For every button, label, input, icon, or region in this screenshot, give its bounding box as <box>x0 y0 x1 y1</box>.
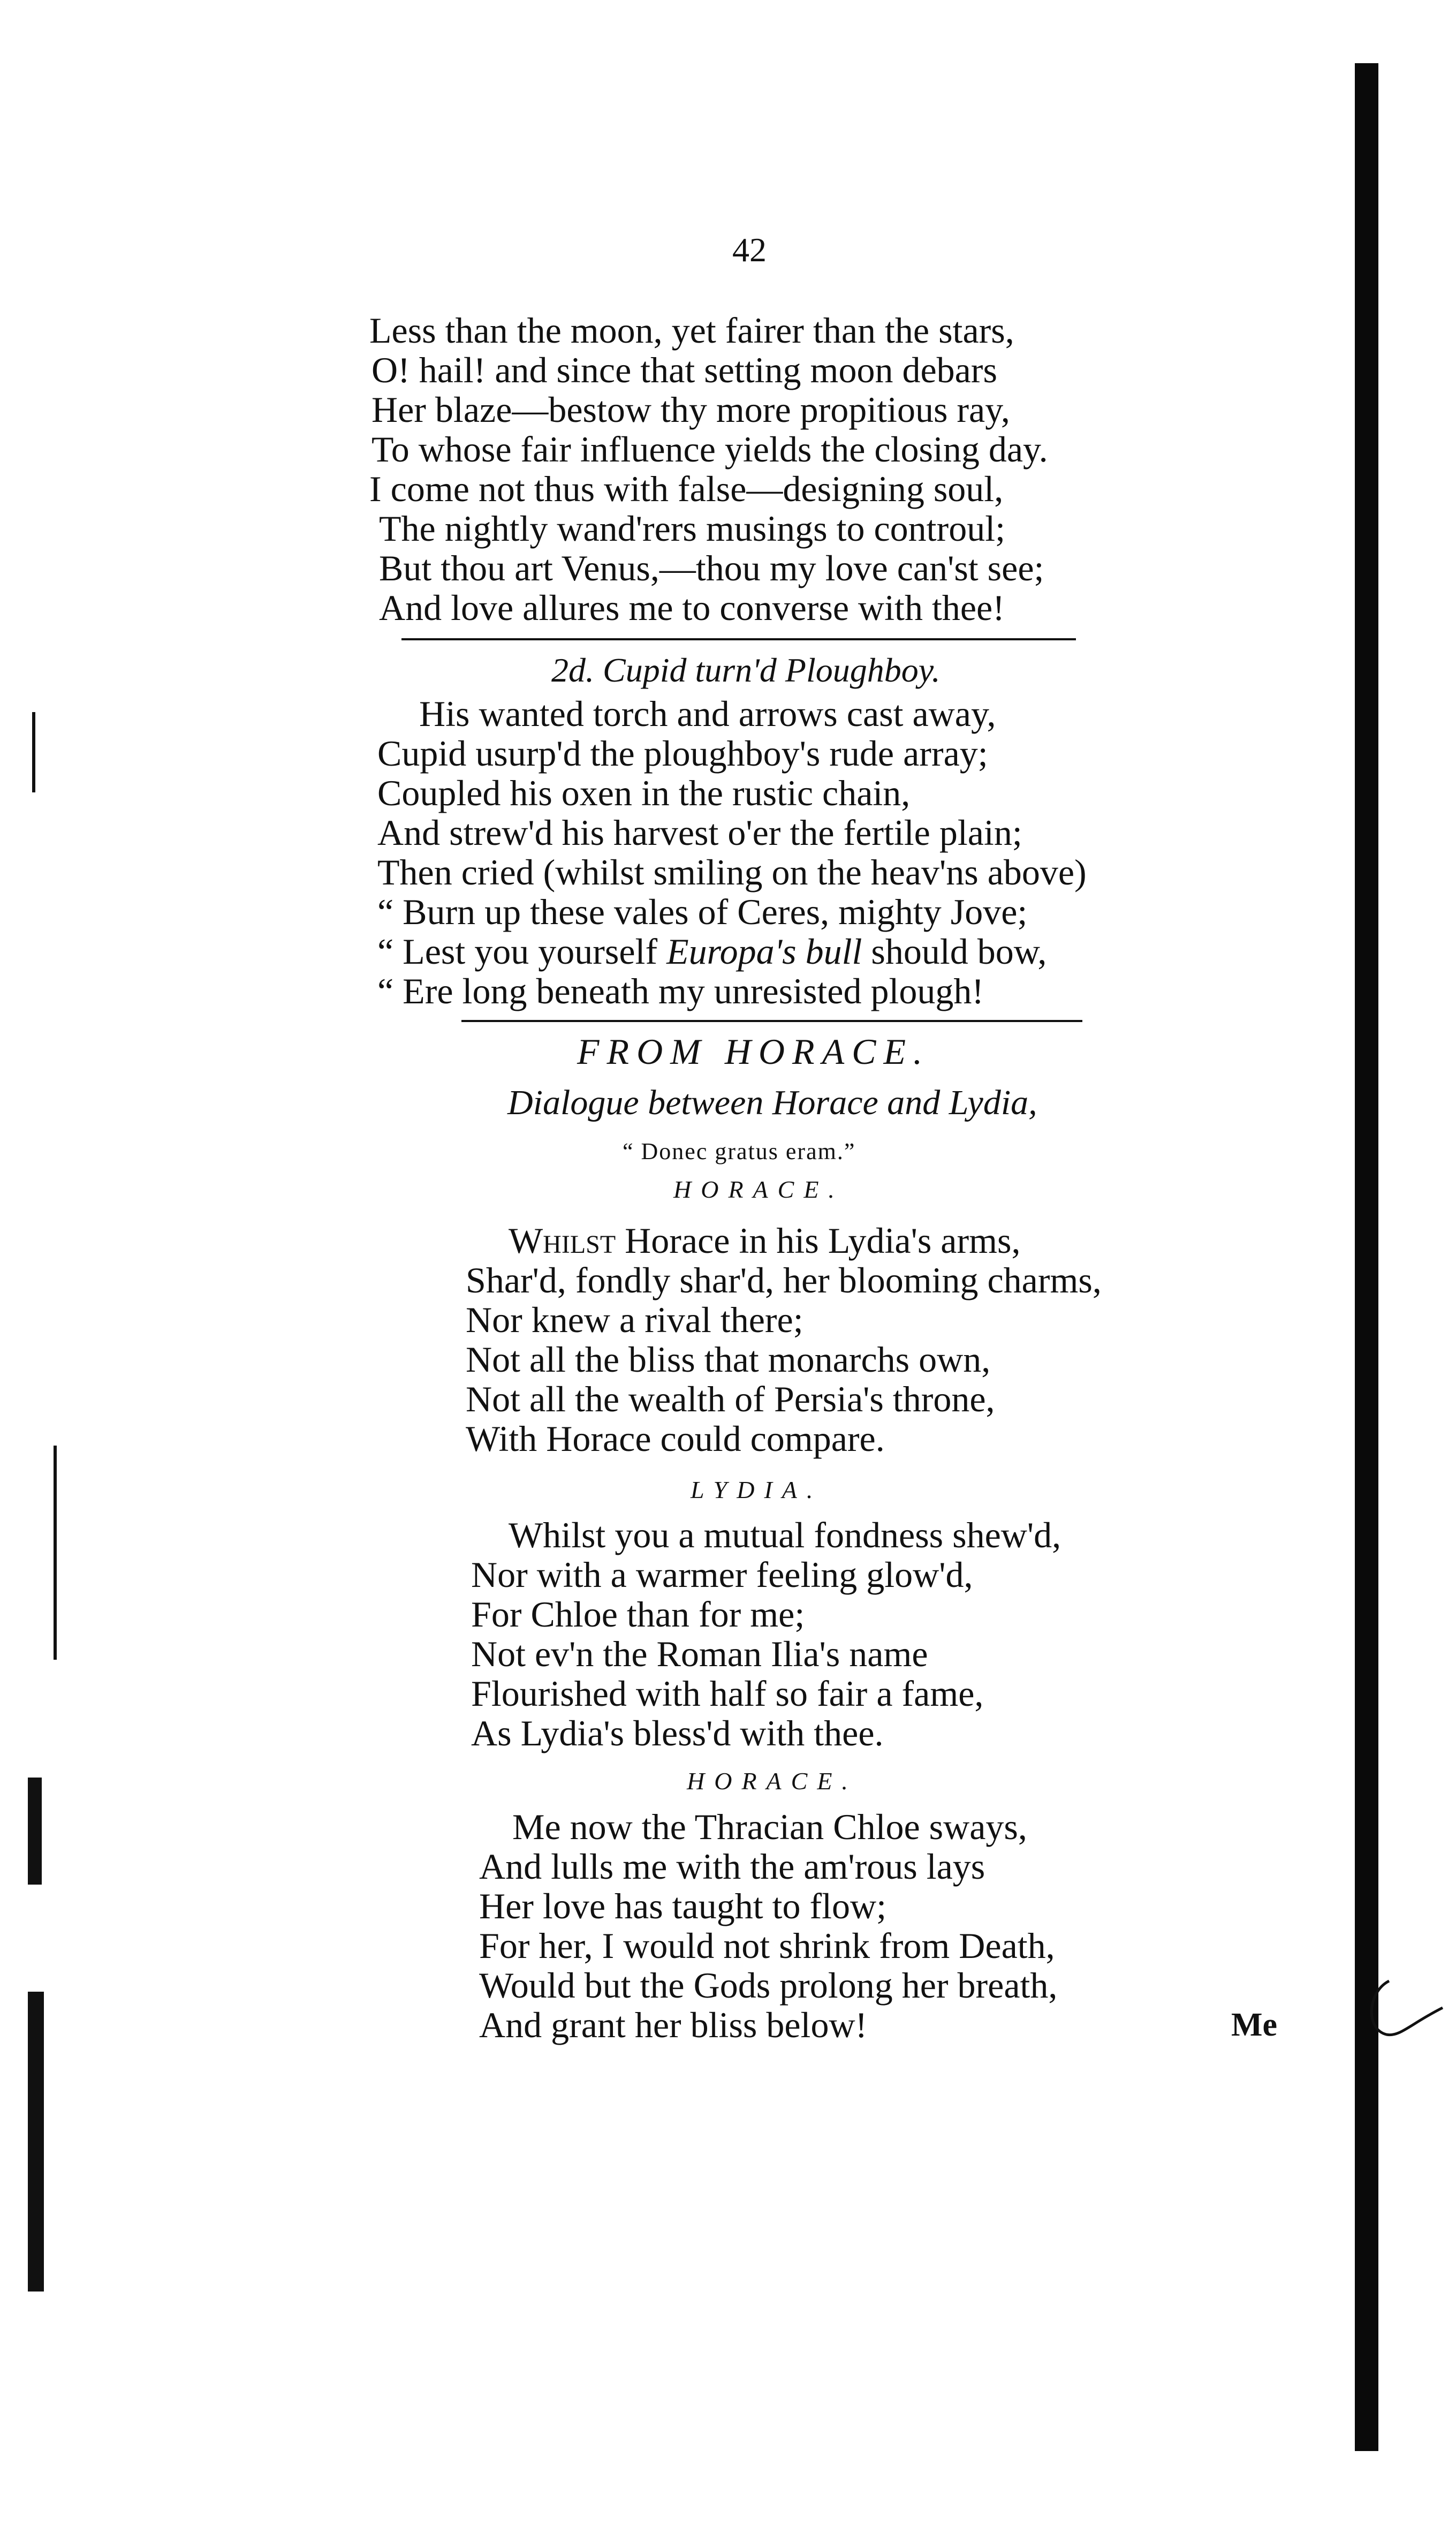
verse-line: “ Burn up these vales of Ceres, mighty Jove; <box>377 891 1028 932</box>
scan-mark <box>28 1778 42 1885</box>
verse-line: “ Ere long beneath my unresisted plough! <box>377 971 984 1011</box>
verse-line: I come not thus with false—designing soul, <box>369 468 1004 509</box>
section-3-subtitle: Dialogue between Horace and Lydia, <box>507 1083 1037 1122</box>
scan-mark <box>54 1446 57 1660</box>
verse-line: For Chloe than for me; <box>471 1594 805 1635</box>
verse-line: Not all the bliss that monarchs own, <box>466 1339 991 1380</box>
verse-initial-word: Whilst <box>509 1220 616 1261</box>
scan-mark <box>28 1992 44 2292</box>
verse-line: Would but the Gods prolong her breath, <box>479 1965 1058 2006</box>
section-2-title: 2d. Cupid turn'd Ploughboy. <box>551 651 941 689</box>
stanza-3 <box>479 1807 1057 2045</box>
verse-line: Coupled his oxen in the rustic chain, <box>377 773 911 813</box>
verse-line: And love allures me to converse with thee! <box>379 587 1005 628</box>
verse-emphasis: Europa's bull <box>666 931 862 972</box>
verse-line: As Lydia's bless'd with thee. <box>471 1713 884 1753</box>
verse-line: Less than the moon, yet fairer than the stars, <box>369 310 1014 351</box>
verse-line: For her, I would not shrink from Death, <box>479 1925 1055 1966</box>
verse-line: Me now the Thracian Chloe sways, <box>512 1806 1027 1847</box>
verse-line: And lulls me with the am'rous lays <box>479 1846 985 1887</box>
verse-line: His wanted torch and arrows cast away, <box>419 693 996 734</box>
verse-line <box>466 1221 1102 1260</box>
page-edge-shadow <box>1355 63 1378 2451</box>
verse-line: Nor with a warmer feeling glow'd, <box>471 1554 973 1595</box>
verse-line: With Horace could compare. <box>466 1418 885 1459</box>
stanza-2 <box>471 1515 1061 1753</box>
verse-line: Her blaze—bestow thy more propitious ray, <box>371 389 1010 430</box>
section-divider <box>461 1020 1082 1022</box>
verse-line: O! hail! and since that setting moon debars <box>371 350 997 390</box>
verse-line: The nightly wand'rers musings to controul; <box>379 508 1005 549</box>
verse-text: Horace in his Lydia's arms, <box>616 1220 1021 1261</box>
pen-mark <box>1368 1970 1448 2051</box>
section-3-title: FROM HORACE. <box>577 1031 930 1072</box>
section-divider <box>401 638 1076 640</box>
verse-line: Cupid usurp'd the ploughboy's rude array; <box>377 733 988 774</box>
verse-line: Nor knew a rival there; <box>466 1299 803 1340</box>
verse-text: should bow, <box>862 931 1047 972</box>
verse-line: Whilst you a mutual fondness shew'd, <box>509 1515 1061 1555</box>
verse-line <box>377 932 1087 971</box>
verse-line: Shar'd, fondly shar'd, her blooming charms, <box>466 1260 1102 1300</box>
poem-section-1 <box>369 311 1048 627</box>
verse-line: And grant her bliss below! <box>479 2005 868 2045</box>
verse-line: And strew'd his harvest o'er the fertile plain; <box>377 812 1022 853</box>
verse-line: Flourished with half so fair a fame, <box>471 1673 984 1714</box>
verse-line: But thou art Venus,—thou my love can'st see; <box>379 548 1044 588</box>
speaker-label: LYDIA. <box>691 1476 823 1503</box>
verse-line: To whose fair influence yields the closing day. <box>371 429 1048 470</box>
scan-mark <box>32 712 35 792</box>
stanza-1 <box>466 1221 1102 1458</box>
verse-line: Her love has taught to flow; <box>479 1886 887 1926</box>
poem-section-2 <box>377 694 1087 1011</box>
page-number: 42 <box>732 231 767 269</box>
catchword: Me <box>1231 2007 1278 2043</box>
speaker-label: HORACE. <box>687 1767 858 1795</box>
verse-text: “ Lest you yourself <box>377 931 667 972</box>
verse-line: Not all the wealth of Persia's throne, <box>466 1379 995 1419</box>
verse-line: Not ev'n the Roman Ilia's name <box>471 1634 928 1674</box>
verse-line: Then cried (whilst smiling on the heav'ns above) <box>377 852 1087 893</box>
speaker-label: HORACE. <box>673 1176 844 1203</box>
epigraph: “ Donec gratus eram.” <box>623 1138 856 1164</box>
